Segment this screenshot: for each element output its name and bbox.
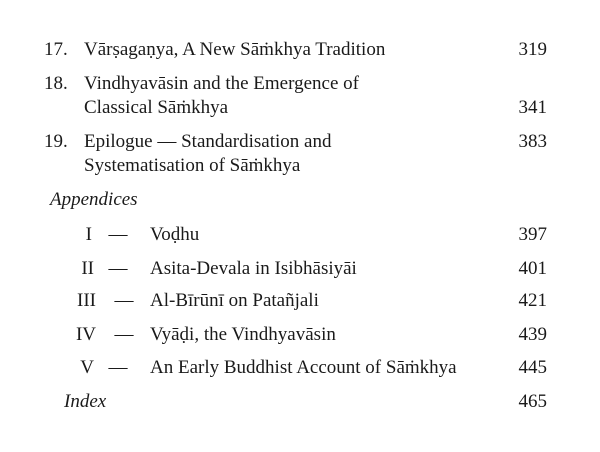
appendix-page: 445 — [518, 357, 547, 378]
chapter-title-continued: Classical Sāṁkhya — [84, 97, 229, 118]
appendix-dash: — — [114, 324, 134, 345]
chapter-number: 18. — [44, 73, 68, 94]
appendix-numeral: I — [85, 224, 92, 245]
chapter-title: Vārṣagaṇya, A New Sāṁkhya Tradition — [84, 39, 386, 60]
appendix-title: Voḍhu — [150, 224, 200, 245]
appendix-title: Asita-Devala in Isibhāsiyāi — [150, 258, 357, 279]
appendix-page: 421 — [518, 290, 547, 311]
appendix-title: Al-Bīrūnī on Patañjali — [150, 290, 319, 311]
appendix-numeral: III — [77, 290, 96, 311]
appendix-title: Vyāḍi, the Vindhyavāsin — [150, 324, 336, 345]
appendix-page: 397 — [518, 224, 547, 245]
chapter-number: 17. — [44, 39, 68, 60]
index-page: 465 — [518, 391, 547, 412]
chapter-title-continued: Systematisation of Sāṁkhya — [84, 155, 301, 176]
appendix-numeral: V — [80, 357, 94, 378]
index-label: Index — [64, 391, 107, 412]
appendix-numeral: II — [81, 258, 94, 279]
appendix-dash: — — [108, 258, 128, 279]
chapter-page: 341 — [518, 97, 547, 118]
appendices-heading: Appendices — [50, 189, 138, 210]
appendix-title: An Early Buddhist Account of Sāṁkhya — [150, 357, 457, 378]
chapter-title: Vindhyavāsin and the Emergence of — [84, 73, 359, 94]
appendix-dash: — — [114, 290, 134, 311]
appendix-page: 401 — [518, 258, 547, 279]
chapter-number: 19. — [44, 131, 68, 152]
chapter-page: 319 — [518, 39, 547, 60]
appendix-dash: — — [108, 224, 128, 245]
appendix-numeral: IV — [75, 324, 96, 345]
appendix-dash: — — [108, 357, 128, 378]
chapter-title: Epilogue — Standardisation and — [84, 131, 332, 152]
appendix-page: 439 — [518, 324, 547, 345]
chapter-page: 383 — [518, 131, 547, 152]
